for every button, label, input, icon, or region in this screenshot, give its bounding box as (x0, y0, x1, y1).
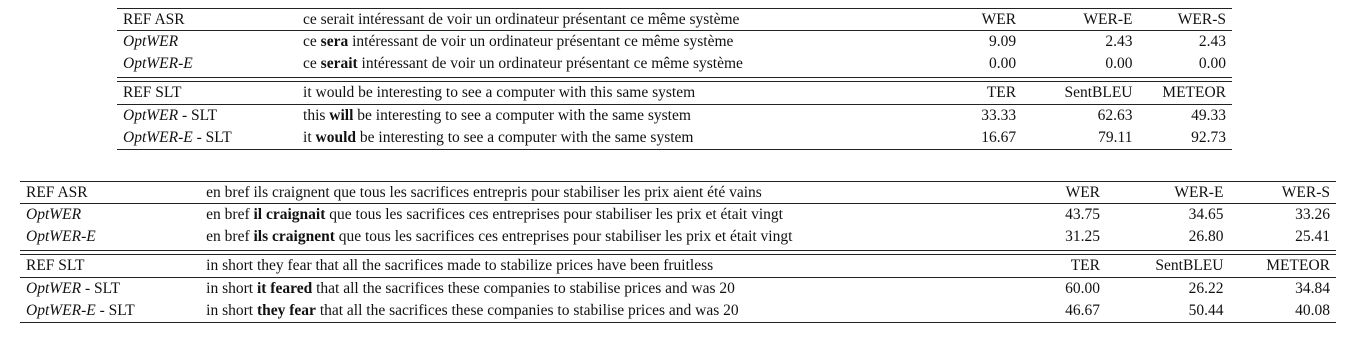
score-value: 0.00 (1198, 55, 1226, 72)
ref-slt-header-row (117, 82, 1232, 105)
table-row (117, 53, 1232, 75)
translation-text: in short it feared that all the sacrifices these companies to stabilise prices and was 20 (206, 280, 735, 297)
changed-word: sera (320, 33, 349, 50)
score-value: 46.67 (1065, 302, 1100, 319)
ref-asr-header-row (117, 8, 1232, 31)
metric-header-wer-s: WER-S (1177, 11, 1226, 28)
system-name: OptWER-E (123, 55, 193, 72)
ref-asr-header-row (20, 181, 1336, 204)
table-row (20, 300, 1336, 323)
metric-header-ter: TER (986, 84, 1017, 101)
changed-word: it feared (256, 280, 313, 297)
translation-text: it would be interesting to see a computer with the same system (303, 129, 694, 146)
score-value: 26.22 (1188, 280, 1224, 297)
ref-asr-label: REF ASR (26, 184, 88, 201)
translation-text: in short they fear that all the sacrifices these companies to stabilise prices and was 20 (206, 302, 739, 319)
table-row (20, 226, 1336, 248)
system-name: OptWER-E (26, 228, 96, 245)
example-table-2 (20, 181, 1336, 323)
score-value: 50.44 (1188, 302, 1224, 319)
score-value: 16.67 (981, 129, 1017, 146)
changed-word: would (315, 129, 357, 146)
ref-asr-label: REF ASR (123, 11, 185, 28)
table-row (117, 127, 1232, 150)
hypothesis-text: en bref ils craignent que tous les sacrifices ces entreprises pour stabiliser les prix et était vingt (206, 228, 793, 245)
table-row (20, 204, 1336, 226)
metric-header-wer-e: WER-E (1174, 184, 1224, 201)
score-value: 2.43 (1105, 33, 1133, 50)
changed-word: ils craignent (253, 228, 335, 245)
metric-header-wer-s: WER-S (1281, 184, 1330, 201)
metric-header-wer-e: WER-E (1083, 11, 1133, 28)
table-row (117, 105, 1232, 127)
score-value: 31.25 (1065, 228, 1100, 245)
score-value: 60.00 (1065, 280, 1100, 297)
metric-header-wer: WER (1065, 184, 1100, 201)
ref-asr-text: en bref ils craignent que tous les sacrifices entrepris pour stabiliser les prix aient été vains (206, 184, 762, 201)
score-value: 2.43 (1198, 33, 1226, 50)
score-value: 92.73 (1191, 129, 1226, 146)
changed-word: il craignait (253, 206, 326, 223)
system-name: OptWER-E - SLT (123, 129, 232, 146)
score-value: 26.80 (1188, 228, 1224, 245)
metric-header-sentbleu: SentBLEU (1064, 84, 1133, 101)
hypothesis-text: ce serait intéressant de voir un ordinateur présentant ce même système (303, 55, 743, 72)
hypothesis-text: ce sera intéressant de voir un ordinateur présentant ce même système (303, 33, 734, 50)
system-name: OptWER - SLT (123, 107, 218, 124)
metric-header-meteor: METEOR (1266, 257, 1330, 274)
score-value: 62.63 (1097, 107, 1133, 124)
ref-slt-header-row (20, 255, 1336, 278)
ref-slt-text: it would be interesting to see a computer with this same system (303, 84, 696, 101)
score-value: 40.08 (1295, 302, 1330, 319)
score-value: 49.33 (1191, 107, 1226, 124)
score-value: 33.33 (981, 107, 1017, 124)
score-value: 34.65 (1188, 206, 1224, 223)
table-row (117, 31, 1232, 53)
ref-asr-text: ce serait intéressant de voir un ordinateur présentant ce même système (303, 11, 740, 28)
example-table-1 (117, 8, 1232, 150)
ref-slt-label: REF SLT (123, 84, 182, 101)
system-name: OptWER (123, 33, 179, 50)
score-value: 43.75 (1065, 206, 1100, 223)
ref-slt-text: in short they fear that all the sacrifices made to stabilize prices have been fruitless (206, 257, 714, 274)
system-name: OptWER-E - SLT (26, 302, 135, 319)
system-name: OptWER (26, 206, 82, 223)
score-value: 79.11 (1098, 129, 1133, 146)
ref-slt-label: REF SLT (26, 257, 85, 274)
metric-header-wer: WER (981, 11, 1017, 28)
score-value: 0.00 (988, 55, 1017, 72)
table-row (20, 278, 1336, 300)
score-value: 25.41 (1295, 228, 1330, 245)
metric-header-meteor: METEOR (1162, 84, 1226, 101)
score-value: 0.00 (1105, 55, 1133, 72)
changed-word: they fear (256, 302, 316, 319)
changed-word: serait (320, 55, 358, 72)
metric-header-sentbleu: SentBLEU (1155, 257, 1224, 274)
score-value: 33.26 (1295, 206, 1330, 223)
score-value: 34.84 (1295, 280, 1330, 297)
metric-header-ter: TER (1070, 257, 1100, 274)
hypothesis-text: en bref il craignait que tous les sacrifices ces entreprises pour stabiliser les prix et était vingt (206, 206, 783, 223)
system-name: OptWER - SLT (26, 280, 121, 297)
changed-word: will (329, 107, 354, 124)
translation-text: this will be interesting to see a computer with the same system (303, 107, 691, 124)
score-value: 9.09 (988, 33, 1017, 50)
